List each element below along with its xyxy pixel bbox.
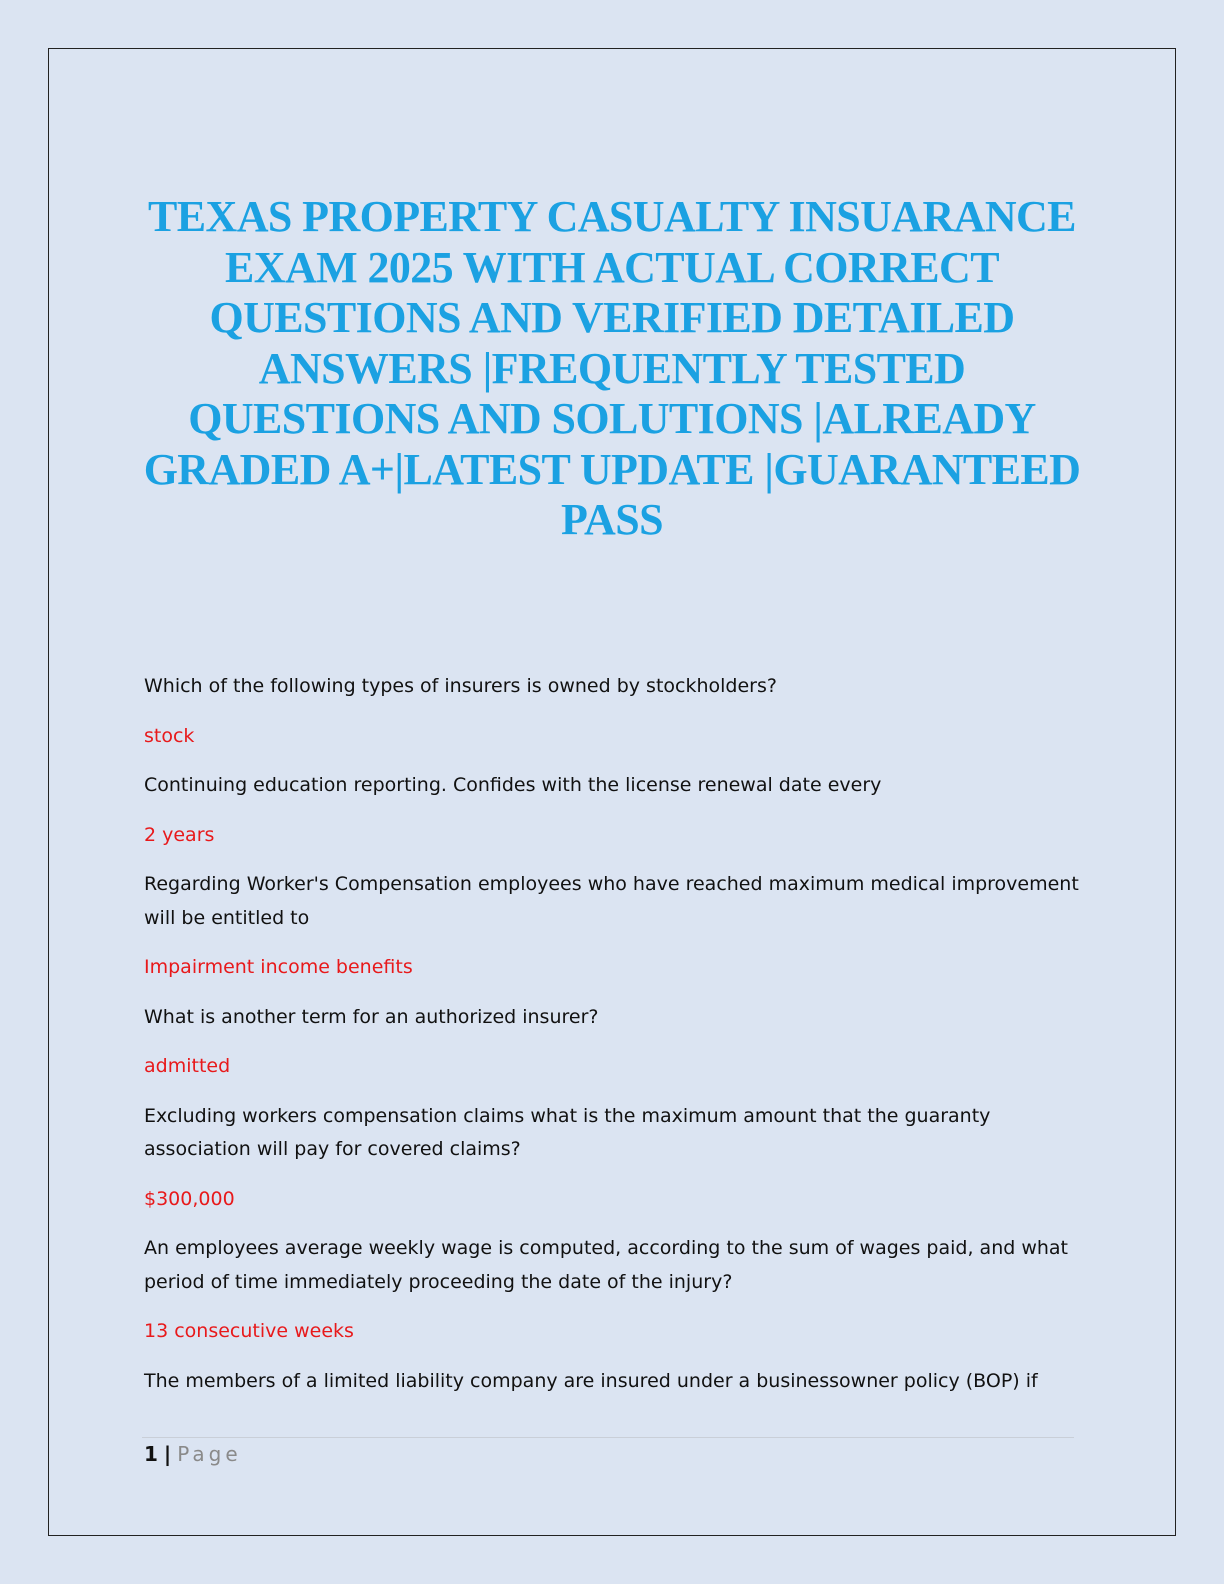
qa-item bbox=[144, 1232, 1084, 1349]
page-footer bbox=[144, 1440, 242, 1468]
document-title: TEXAS PROPERTY CASUALTY INSUARANCE EXAM 2025 WITH ACTUAL CORRECT QUESTIONS AND VERIFIED DETAILED ANSWERS |FREQUENTLY TESTED QUESTIONS AND SOLUTIONS |ALREADY GRADED A+|LATEST UPDATE |GUARANTEED PASS bbox=[143, 192, 1081, 544]
qa-list bbox=[144, 670, 1084, 1414]
qa-item bbox=[144, 769, 1084, 852]
answer-text: $300,000 bbox=[144, 1187, 235, 1210]
qa-item bbox=[144, 1001, 1084, 1084]
question-text: Continuing education reporting. Confides with the license renewal date every bbox=[144, 774, 882, 796]
page-number: 1 bbox=[144, 1442, 158, 1466]
question-text: Which of the following types of insurers is owned by stockholders? bbox=[144, 675, 777, 697]
answer-text: 13 consecutive weeks bbox=[144, 1320, 354, 1342]
answer-text: 2 years bbox=[144, 823, 215, 846]
question-text: The members of a limited liability company are insured under a businessowner policy (BOP) if bbox=[144, 1369, 1038, 1392]
footer-divider bbox=[142, 1437, 1074, 1438]
qa-item bbox=[144, 1365, 1084, 1399]
qa-item bbox=[144, 1100, 1084, 1217]
answer-text: Impairment income benefits bbox=[144, 956, 413, 978]
question-text: Regarding Worker's Compensation employees who have reached maximum medical improvement will be entitled to bbox=[144, 873, 1079, 929]
answer-text: admitted bbox=[144, 1055, 231, 1077]
footer-separator: | bbox=[163, 1442, 172, 1466]
question-text: Excluding workers compensation claims what is the maximum amount that the guaranty association will pay for covered claims? bbox=[144, 1104, 991, 1160]
page-label: Page bbox=[177, 1442, 242, 1466]
answer-text: stock bbox=[144, 724, 195, 747]
question-text: An employees average weekly wage is computed, according to the sum of wages paid, and what period of time immediately proceeding the date of the injury? bbox=[144, 1237, 1069, 1293]
qa-item bbox=[144, 670, 1084, 753]
qa-item bbox=[144, 868, 1084, 985]
question-text: What is another term for an authorized insurer? bbox=[144, 1005, 599, 1028]
